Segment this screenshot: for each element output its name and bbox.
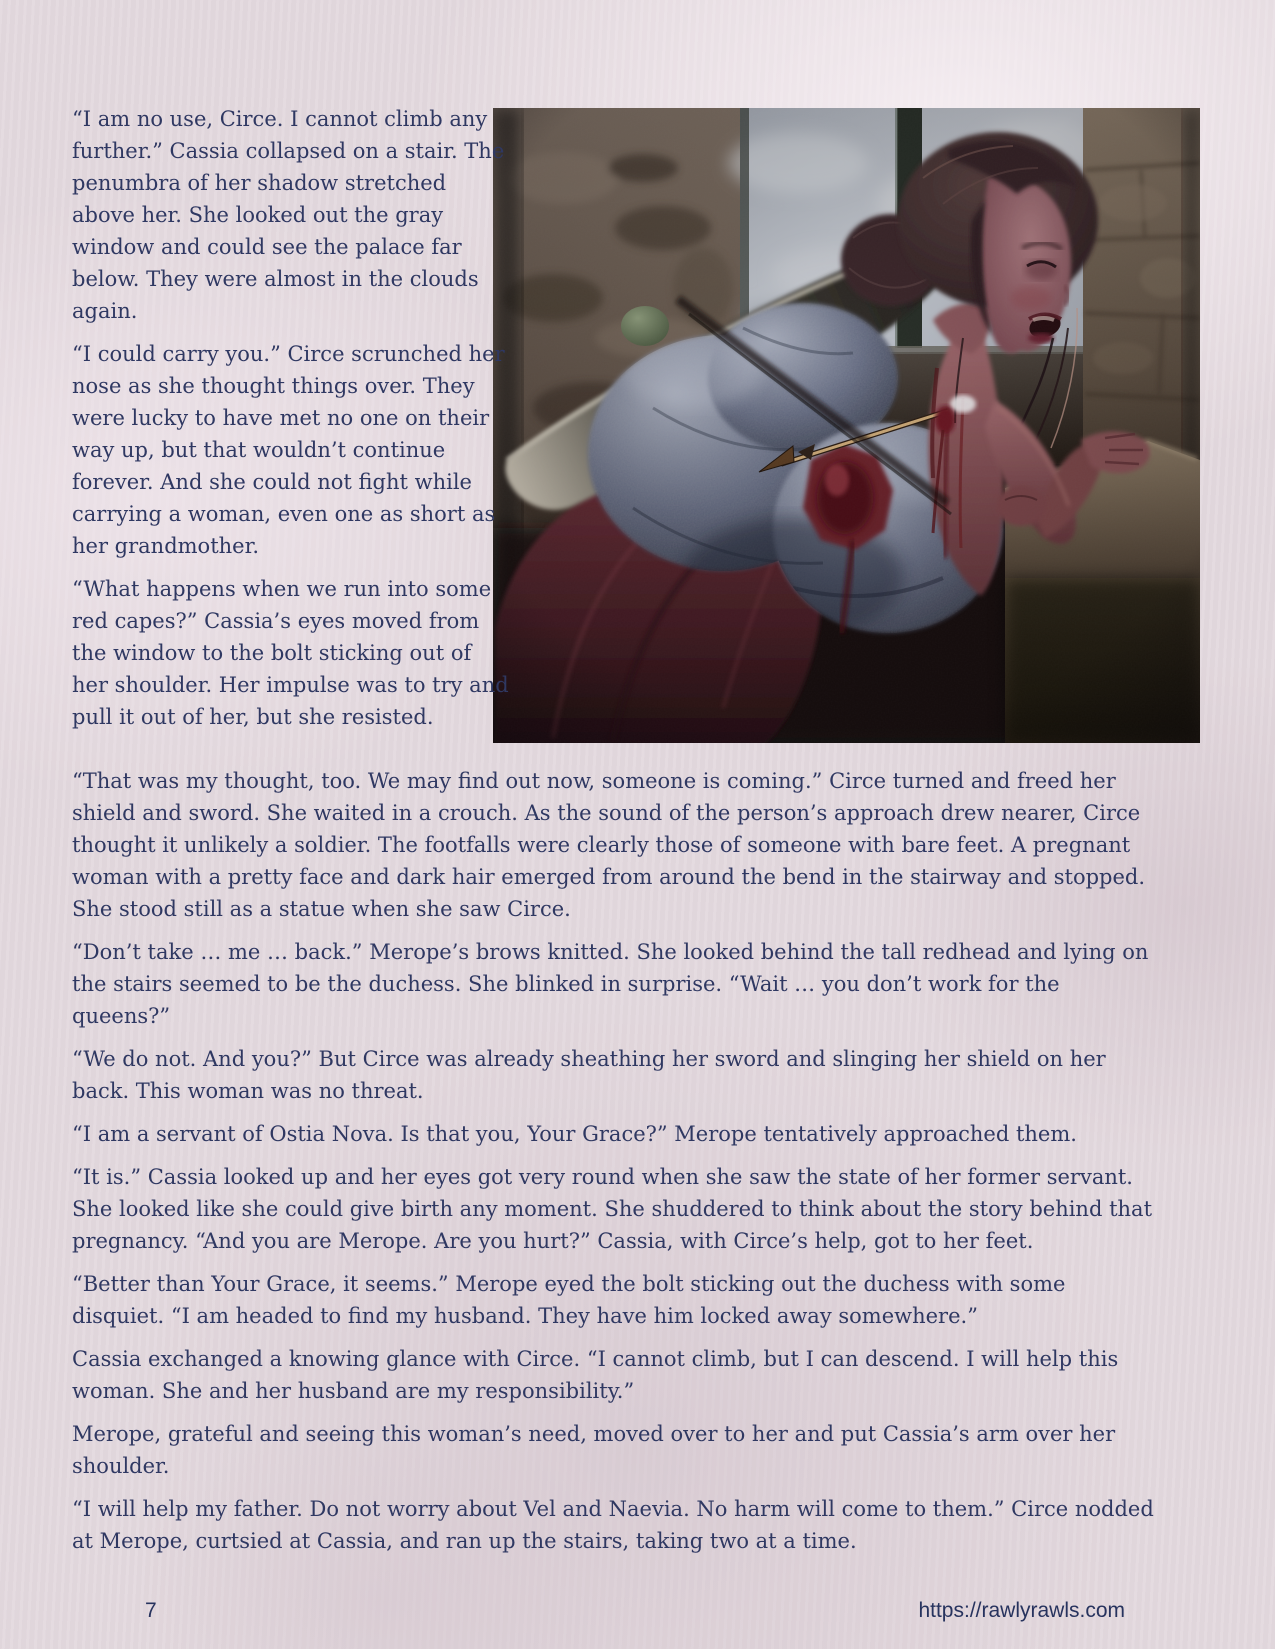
- paragraph: “What happens when we run into some red capes?” Cassia’s eyes moved from the window to the bolt sticking out of her shoulder. Her impulse was to try and pull it out of her, but she resisted.: [72, 577, 509, 729]
- paragraph: “Don’t take … me … back.” Merope’s brows knitted. She looked behind the tall redhead and lying on the stairs seemed to be the duchess. She blinked in surprise. “Wait … you don’t work for the queens?”: [72, 940, 1149, 1028]
- paragraph: “It is.” Cassia looked up and her eyes got very round when she saw the state of her former servant. She looked like she could give birth any moment. She shuddered to think about the story behind that pregnancy. “And you are Merope. Are you hurt?” Cassia, with Circe’s help, got to her feet.: [72, 1165, 1153, 1253]
- paragraph: “We do not. And you?” But Circe was already sheathing her sword and slinging her shield on her back. This woman was no threat.: [72, 1047, 1106, 1103]
- film-grain: [493, 108, 1200, 743]
- paragraph: Cassia exchanged a knowing glance with Circe. “I cannot climb, but I can descend. I will help this woman. She and her husband are my responsibility.”: [72, 1347, 1119, 1403]
- paragraph: “That was my thought, too. We may find out now, someone is coming.” Circe turned and freed her shield and sword. She waited in a crouch. As the sound of the person’s approach drew nearer, Circe thought it unlikely a soldier. The footfalls were clearly those of someone with bare feet. A pregnant woman with a pretty face and dark hair emerged from around the bend in the stairway and stopped. She stood still as a statue when she saw Circe.: [72, 769, 1146, 921]
- page-footer: [145, 1599, 1125, 1623]
- story-illustration: [493, 108, 1200, 743]
- site-link[interactable]: https://rawlyrawls.com: [918, 1599, 1125, 1622]
- paragraph: “Better than Your Grace, it seems.” Merope eyed the bolt sticking out the duchess with some disquiet. “I am headed to find my husband. They have him locked away somewhere.”: [72, 1272, 1066, 1328]
- paragraph: Merope, grateful and seeing this woman’s need, moved over to her and put Cassia’s arm over her shoulder.: [72, 1422, 1116, 1478]
- story-content: [72, 0, 1200, 1557]
- illustration-canvas: [493, 108, 1200, 743]
- page-number: 7: [145, 1599, 157, 1622]
- paragraph: “I am no use, Circe. I cannot climb any further.” Cassia collapsed on a stair. The penumbra of her shadow stretched above her. She looked out the gray window and could see the palace far below. They were almost in the clouds again.: [72, 107, 505, 323]
- paragraph: “I am a servant of Ostia Nova. Is that you, Your Grace?” Merope tentatively approached them.: [72, 1122, 1077, 1146]
- paragraph: “I will help my father. Do not worry about Vel and Naevia. No harm will come to them.” Circe nodded at Merope, curtsied at Cassia, and ran up the stairs, taking two at a time.: [72, 1497, 1154, 1553]
- paragraph: “I could carry you.” Circe scrunched her nose as she thought things over. They were lucky to have met no one on their way up, but that wouldn’t continue forever. And she could not fight while carrying a woman, even one as short as her grandmother.: [72, 342, 505, 558]
